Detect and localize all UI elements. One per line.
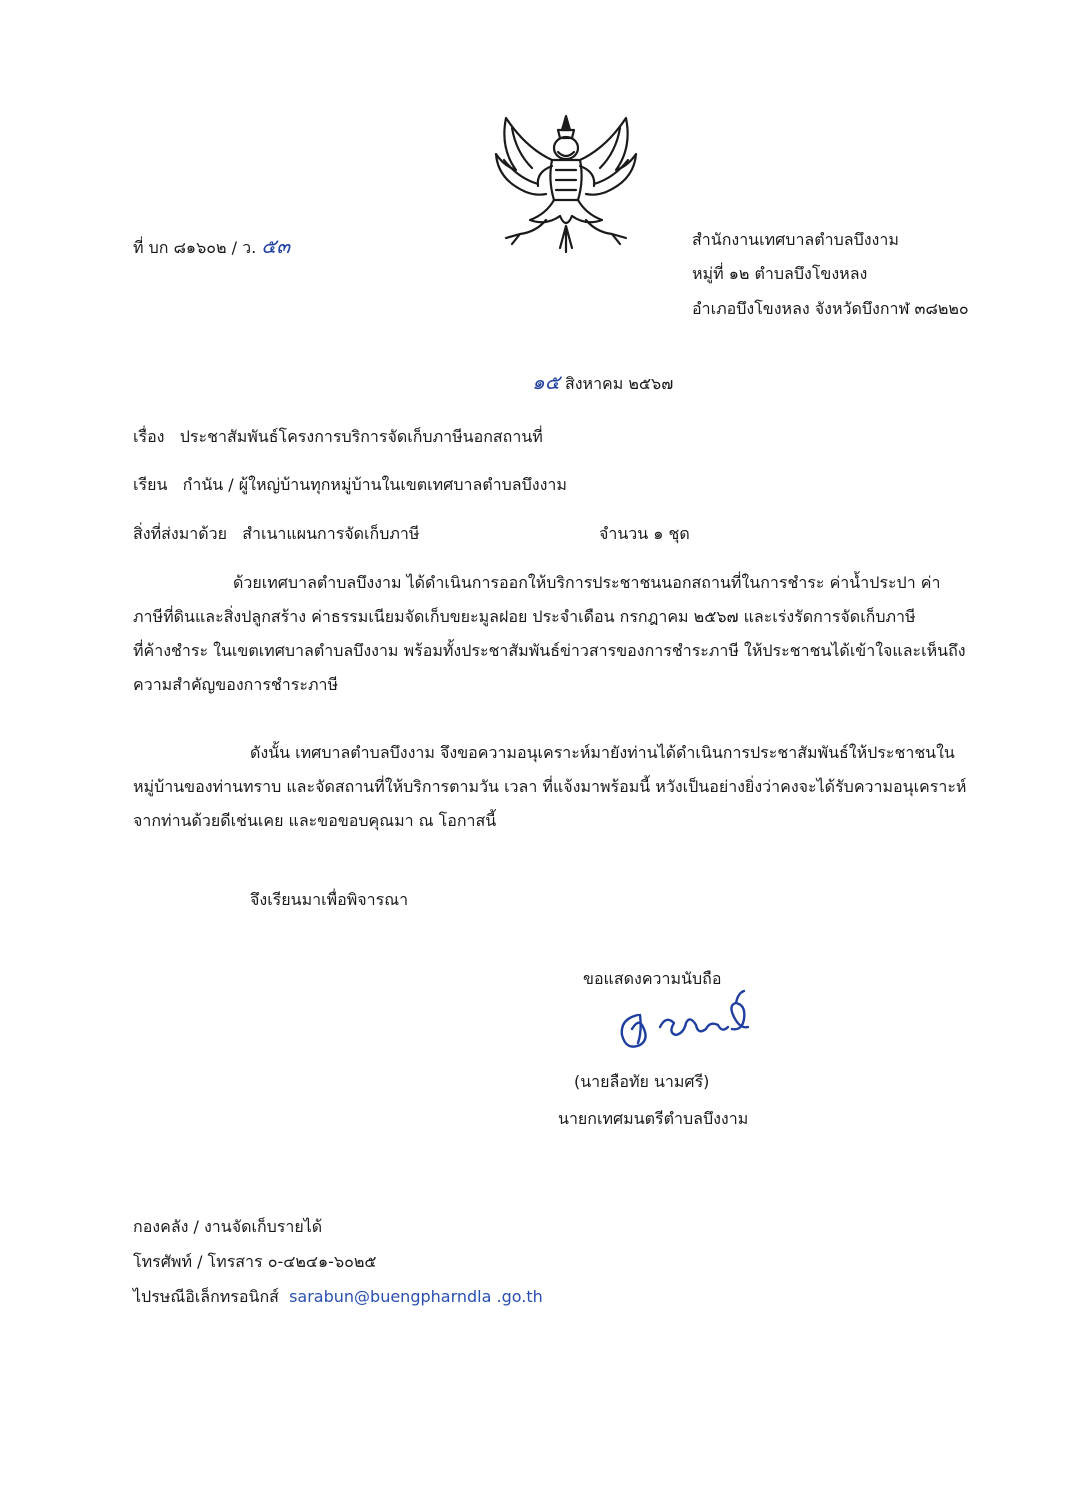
signature-icon <box>610 985 760 1055</box>
paragraph-1-line-3: ที่ค้างชำระ ในเขตเทศบาลตำบลบึงงาม พร้อมทั้งประชาสัมพันธ์ข่าวสารของการชำระภาษี ให้ประชาชนได้เข้าใจและเห็นถึง <box>133 641 966 660</box>
paragraph-2-line-3: จากท่านด้วยดีเช่นเคย และขอขอบคุณมา ณ โอกาสนี้ <box>133 811 497 830</box>
office-line-3: อำเภอบึงโขงหลง จังหวัดบึงกาฬ ๓๘๒๒๐ <box>692 299 969 318</box>
subject-text: ประชาสัมพันธ์โครงการบริการจัดเก็บภาษีนอกสถานที่ <box>179 427 543 446</box>
date-day-handwritten: ๑๕ <box>532 370 560 394</box>
paragraph-1-line-4: ความสำคัญของการชำระภาษี <box>133 675 339 694</box>
garuda-emblem-icon <box>486 108 646 258</box>
subject-line <box>133 425 543 450</box>
recipient-line <box>133 473 567 498</box>
paragraph-1-line-2: ภาษีที่ดินและสิ่งปลูกสร้าง ค่าธรรมเนียมจัดเก็บขยะมูลฝอย ประจำเดือน กรกฎาคม ๒๕๖๗ และเร่งรัดการจัดเก็บภาษี <box>133 607 916 626</box>
footer-department: กองคลัง / งานจัดเก็บรายได้ <box>133 1217 323 1236</box>
paragraph-1-line-1: ด้วยเทศบาลตำบลบึงงาม ได้ดำเนินการออกให้บริการประชาชนนอกสถานที่ในการชำระ ค่าน้ำประปา ค่า <box>233 573 941 592</box>
footer-email-label: ไปรษณีอิเล็กทรอนิกส์ <box>133 1287 279 1306</box>
office-line-1: สำนักงานเทศบาลตำบลบึงงาม <box>692 230 899 249</box>
paragraph-2-line-2: หมู่บ้านของท่านทราบ และจัดสถานที่ให้บริการตามวัน เวลา ที่แจ้งมาพร้อมนี้ หวังเป็นอย่างยิ่งว่าคงจะได้รับความอนุเคราะห์ <box>133 777 967 796</box>
office-line-2: หมู่ที่ ๑๒ ตำบลบึงโขงหลง <box>692 264 868 283</box>
reference-number <box>133 230 290 262</box>
paragraph-2-line-1: ดังนั้น เทศบาลตำบลบึงงาม จึงขอความอนุเคราะห์มายังท่านได้ดำเนินการประชาสัมพันธ์ให้ประชาชนใน <box>250 743 955 762</box>
enclosure-text: สำเนาแผนการจัดเก็บภาษี <box>242 524 420 543</box>
subject-label: เรื่อง <box>133 427 165 446</box>
enclosure-label: สิ่งที่ส่งมาด้วย <box>133 524 227 543</box>
footer-email-address[interactable]: sarabun@buengpharndla .go.th <box>289 1287 543 1306</box>
closing-request: จึงเรียนมาเพื่อพิจารณา <box>250 890 409 909</box>
footer-email-line <box>133 1285 543 1310</box>
enclosure-line <box>133 522 419 547</box>
body-paragraph-2 <box>133 736 999 838</box>
signatory-position: นายกเทศมนตรีตำบลบึงงาม <box>558 1109 749 1128</box>
signatory-name: (นายลือทัย นามศรี) <box>574 1072 710 1091</box>
recipient-label: เรียน <box>133 475 168 494</box>
document-date <box>532 366 673 398</box>
body-paragraph-1 <box>133 566 999 702</box>
salutation: ขอแสดงความนับถือ <box>583 969 722 988</box>
footer-phone: โทรศัพท์ / โทรสาร ๐-๔๒๔๑-๖๐๒๕ <box>133 1252 377 1271</box>
recipient-text: กำนัน / ผู้ใหญ่บ้านทุกหมู่บ้านในเขตเทศบาลตำบลบึงงาม <box>182 475 567 494</box>
reference-prefix: ที่ บก ๘๑๖๐๒ / ว. <box>133 238 257 257</box>
reference-handwritten-number: ๕๓ <box>261 234 291 258</box>
date-month-year: สิงหาคม ๒๕๖๗ <box>564 374 674 393</box>
enclosure-quantity: จำนวน ๑ ชุด <box>599 524 690 543</box>
